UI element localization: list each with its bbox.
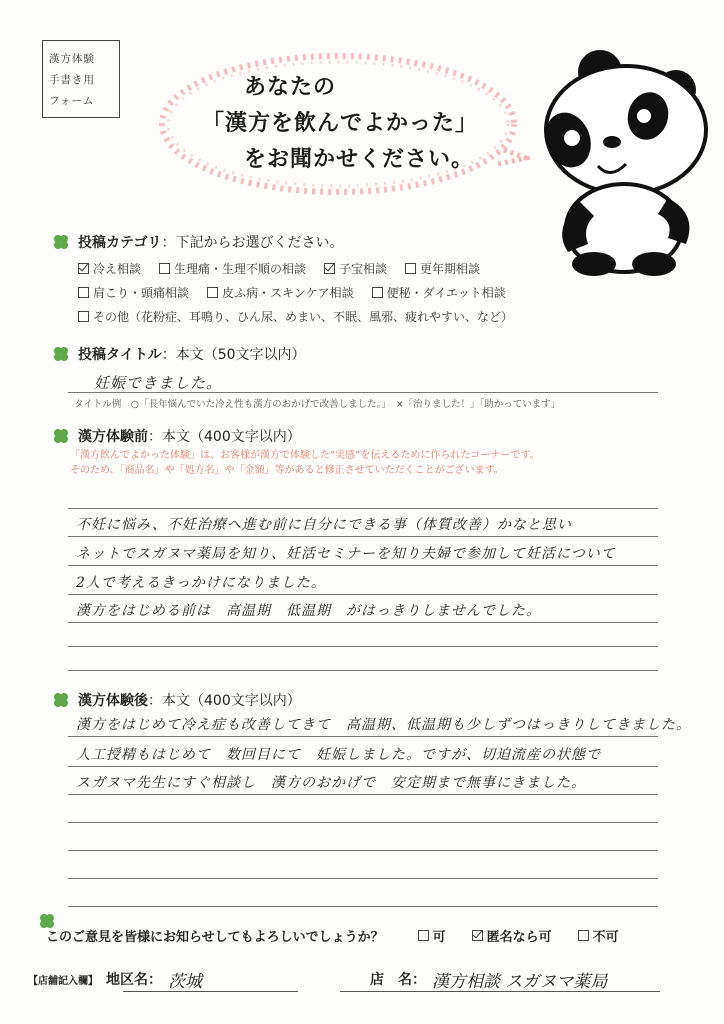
option-label: その他（花粉症、耳鳴り、ひん尿、めまい、不眠、風邪、疲れやすい、など） xyxy=(93,310,514,324)
area-underline xyxy=(123,991,298,992)
rule-line xyxy=(68,906,658,907)
before-subtitle: ：本文（400文字以内） xyxy=(148,429,301,445)
after-text-line[interactable]: 漢方をはじめて冷え症も改善してきて 高温期、低温期も少しずつはっきりしてきました。 xyxy=(76,717,691,733)
rule-line xyxy=(68,646,658,647)
store-field[interactable]: 漢方相談 スガヌマ薬局 xyxy=(432,971,608,992)
rule-line xyxy=(68,594,658,595)
category-option[interactable] xyxy=(78,284,189,301)
category-option[interactable] xyxy=(372,284,506,301)
notice-line: 「漢方飲んでよかった体験」は、お客様が漢方で体験した“実感”を伝えるために作られたコーナーです。 xyxy=(70,450,540,461)
form-type-stamp xyxy=(42,40,120,118)
checkbox[interactable] xyxy=(418,930,429,941)
option-label: 冷え相談 xyxy=(93,262,142,276)
clover-icon xyxy=(52,427,70,445)
category-option[interactable] xyxy=(324,260,387,277)
rule-line xyxy=(68,670,658,671)
bubble-line: あなたの xyxy=(244,75,337,100)
bubble-line: をお聞かせください。 xyxy=(244,147,475,172)
consent-option[interactable] xyxy=(472,926,552,945)
stamp-line: フォーム xyxy=(49,95,95,107)
panda-mascot-icon xyxy=(508,38,708,278)
option-label: 不可 xyxy=(592,930,619,945)
clover-icon xyxy=(38,912,56,930)
clover-icon xyxy=(52,691,70,709)
category-option[interactable] xyxy=(207,284,354,301)
category-row-3 xyxy=(78,308,513,325)
before-title: 漢方体験前 xyxy=(78,429,148,445)
option-label: 皮ふ病・スキンケア相談 xyxy=(222,286,354,300)
consent-option[interactable] xyxy=(418,926,446,945)
notice-line: そのため、「商品名」や「処方名」や「金額」等があると修正させていただくことがございます。 xyxy=(70,465,504,476)
consent-row xyxy=(46,926,686,945)
category-option[interactable] xyxy=(78,260,141,277)
rule-line xyxy=(68,850,658,851)
after-subtitle: ：本文（400文字以内） xyxy=(148,693,301,709)
after-heading xyxy=(52,690,301,710)
stamp-line: 漢方体験 xyxy=(49,53,95,65)
rule-line xyxy=(68,565,658,566)
rule-line xyxy=(68,766,658,767)
category-row-2 xyxy=(78,284,506,301)
option-label: 生理痛・生理不順の相談 xyxy=(174,262,307,276)
checkbox[interactable] xyxy=(78,287,89,298)
category-option[interactable] xyxy=(78,308,513,325)
title-section-subtitle: ：本文（50文字以内） xyxy=(161,347,306,363)
rule-line xyxy=(68,878,658,879)
option-label: 便秘・ダイエット相談 xyxy=(386,286,506,300)
before-text-line[interactable]: 2人で考えるきっかけになりました。 xyxy=(76,575,326,591)
after-text-line[interactable]: 人工授精もはじめて 数回目にて 妊娠しました。ですが、切迫流産の状態で xyxy=(76,747,601,763)
checkbox[interactable] xyxy=(207,287,218,298)
checkbox[interactable] xyxy=(78,311,89,322)
checkbox-checked[interactable] xyxy=(324,263,335,274)
option-label: 可 xyxy=(432,930,446,945)
title-heading xyxy=(52,344,306,364)
category-option[interactable] xyxy=(159,260,306,277)
store-entry-footer xyxy=(28,966,658,992)
after-title: 漢方体験後 xyxy=(78,693,148,709)
category-row-1 xyxy=(78,260,480,277)
category-option[interactable] xyxy=(405,260,480,277)
area-field[interactable]: 茨城 xyxy=(168,971,202,992)
before-text-line[interactable]: 漢方をはじめる前は 高温期 低温期 がはっきりしませんでした。 xyxy=(76,603,541,619)
category-heading xyxy=(52,232,343,252)
option-label: 更年期相談 xyxy=(420,262,481,276)
option-label: 子宝相談 xyxy=(339,262,388,276)
after-text-line[interactable]: スガヌマ先生にすぐ相談し 漢方のおかげで 安定期まで無事にきました。 xyxy=(76,775,586,791)
area-label: 地区名： xyxy=(106,972,162,988)
rule-line xyxy=(68,508,658,509)
clover-icon xyxy=(52,233,70,251)
store-label: 店 名： xyxy=(370,972,426,988)
rule-line xyxy=(68,736,658,737)
title-section-title: 投稿タイトル xyxy=(78,347,162,363)
rule-line xyxy=(68,822,658,823)
option-label: 匿名なら可 xyxy=(486,930,552,945)
clover-icon xyxy=(52,345,70,363)
before-text-line[interactable]: 不妊に悩み、不妊治療へ進む前に自分にできる事（体質改善）かなと思い xyxy=(76,517,572,533)
consent-question: このご意見を皆様にお知らせしてもよろしいでしょうか？ xyxy=(46,930,384,945)
category-title: 投稿カテゴリ xyxy=(78,235,162,251)
checkbox[interactable] xyxy=(372,287,383,298)
rule-line xyxy=(68,794,658,795)
checkbox[interactable] xyxy=(405,263,416,274)
rule-line xyxy=(68,392,658,393)
option-label: 肩こり・頭痛相談 xyxy=(93,286,190,300)
before-heading xyxy=(52,426,301,446)
speech-bubble xyxy=(152,40,530,212)
title-field[interactable]: 妊娠できました。 xyxy=(94,374,223,392)
rule-line xyxy=(68,622,658,623)
title-example: タイトル例 ○「長年悩んでいた冷え性も漢方のおかげで改善しました。」 ×「治りました！」「助かっています」 xyxy=(74,399,561,410)
rule-line xyxy=(68,536,658,537)
checkbox-checked[interactable] xyxy=(472,930,483,941)
checkbox[interactable] xyxy=(159,263,170,274)
store-underline xyxy=(340,991,660,992)
store-entry-tag: 【店舗記入欄】 xyxy=(28,975,98,987)
category-subtitle: ：下記からお選びください。 xyxy=(161,235,344,251)
consent-option[interactable] xyxy=(578,926,619,945)
bubble-line: 「漢方を飲んでよかった」 xyxy=(202,111,479,136)
before-text-line[interactable]: ネットでスガヌマ薬局を知り、妊活セミナーを知り夫婦で参加して妊活について xyxy=(76,546,616,562)
stamp-line: 手書き用 xyxy=(49,74,95,86)
checkbox-checked[interactable] xyxy=(78,263,89,274)
checkbox[interactable] xyxy=(578,930,589,941)
